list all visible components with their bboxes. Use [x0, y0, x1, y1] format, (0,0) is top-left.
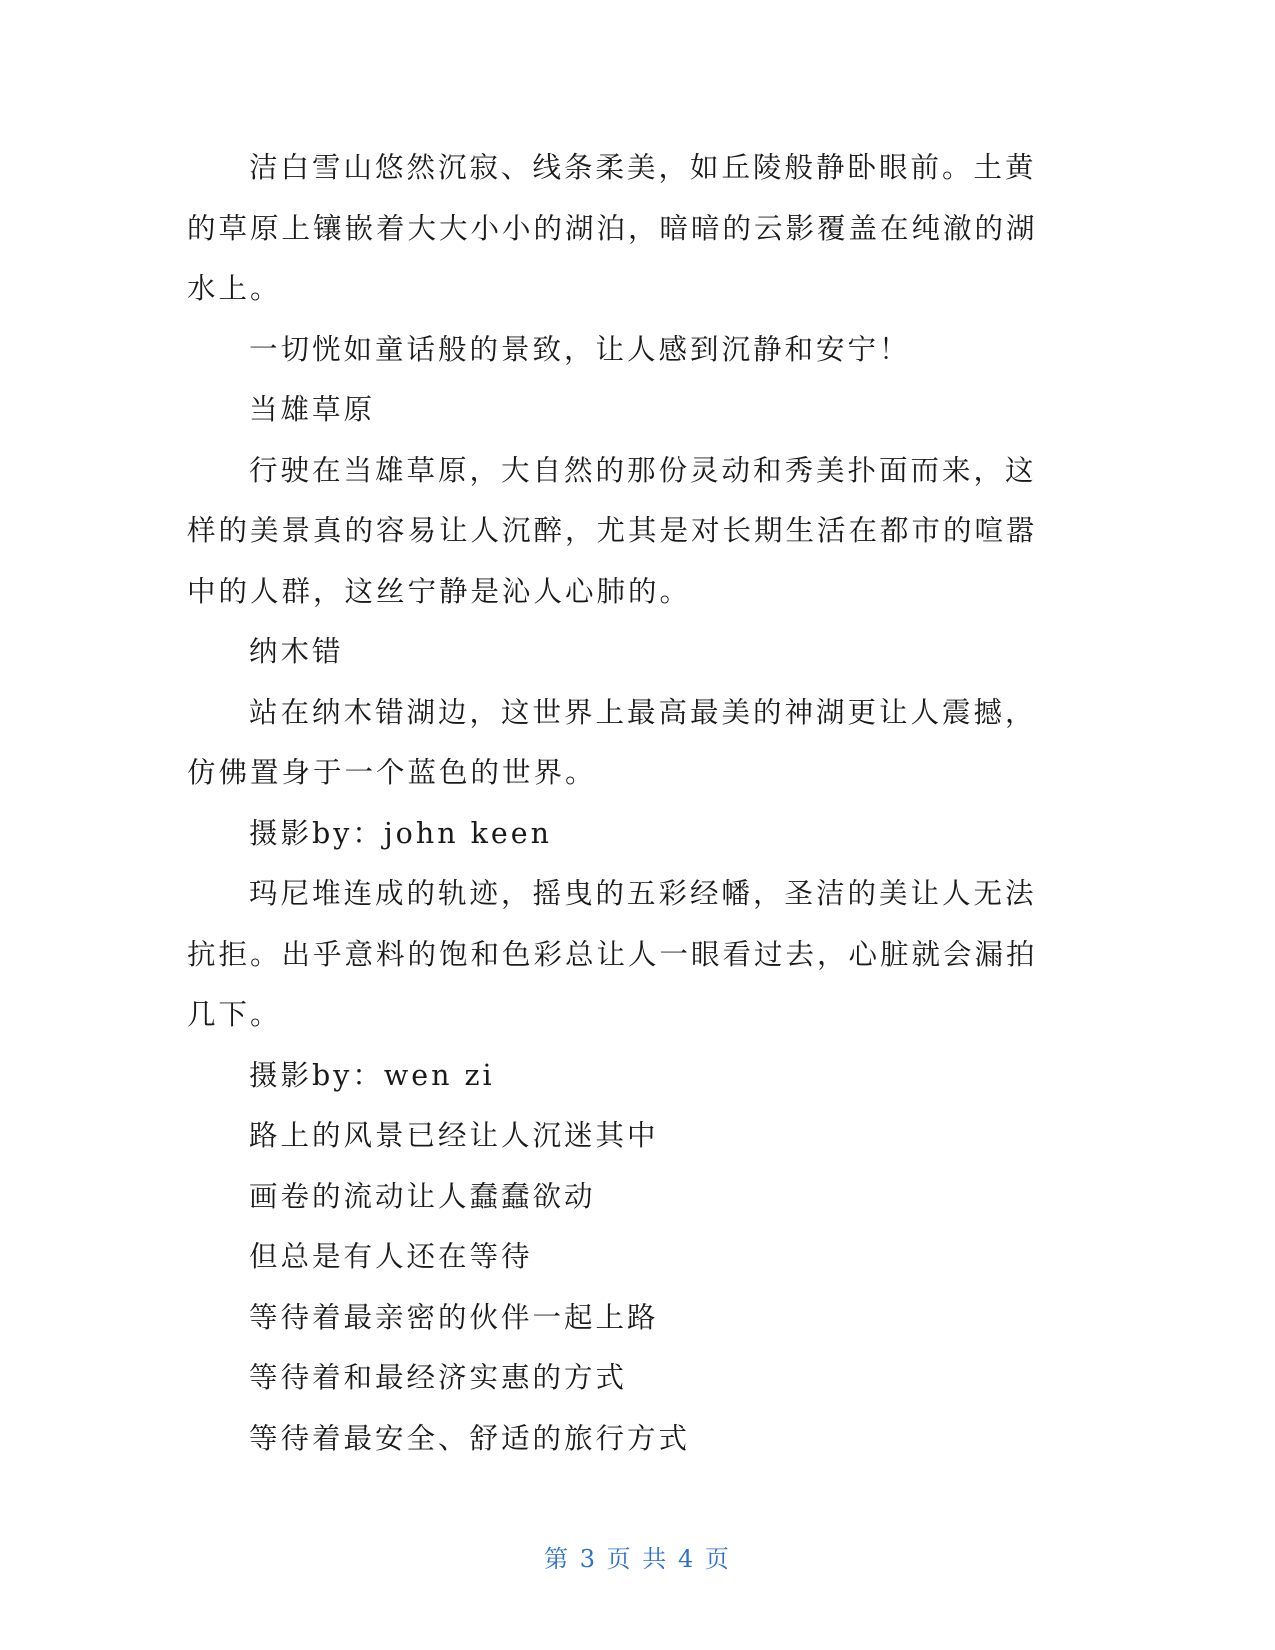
- line-economical: 等待着和最经济实惠的方式: [249, 1361, 628, 1394]
- line-waiting: 但总是有人还在等待: [249, 1240, 533, 1273]
- photo-credit-john-keen: 摄影by：john keen: [249, 816, 552, 850]
- paragraph-namtso: 站在纳木错湖边，这世界上最高最美的神湖更让人震撼，仿佛置身于一个蓝色的世界。: [187, 695, 1037, 789]
- line-companion: 等待着最亲密的伙伴一起上路: [249, 1300, 659, 1334]
- photo-credit-wen-zi: 摄影by：wen zi: [249, 1058, 495, 1092]
- line-scroll: 画卷的流动让人蠢蠢欲动: [249, 1179, 596, 1213]
- document-body: [187, 138, 1067, 1469]
- paragraph-fairytale: 一切恍如童话般的景致，让人感到沉静和安宁！: [249, 332, 911, 366]
- heading-dangxiong: 当雄草原: [249, 393, 376, 426]
- heading-namtso: 纳木错: [249, 635, 344, 668]
- paragraph-mani-stones: 玛尼堆连成的轨迹，摇曳的五彩经幡，圣洁的美让人无法抗拒。出乎意料的饱和色彩总让人一眼看过去，心脏就会漏拍几下。: [187, 877, 1038, 1031]
- line-scenery: 路上的风景已经让人沉迷其中: [249, 1119, 659, 1152]
- paragraph-dangxiong: 行驶在当雄草原，大自然的那份灵动和秀美扑面而来，这样的美景真的容易让人沉醉，尤其是对长期生活在都市的喧嚣中的人群，这丝宁静是沁人心肺的。: [187, 453, 1038, 608]
- page-number-footer: 第 3 页 共 4 页: [544, 1545, 731, 1573]
- line-safe-travel: 等待着最安全、舒适的旅行方式: [249, 1421, 691, 1455]
- paragraph-snow-mountain: 洁白雪山悠然沉寂、线条柔美，如丘陵般静卧眼前。土黄的草原上镶嵌着大大小小的湖泊，暗暗的云影覆盖在纯澈的湖水上。: [187, 151, 1038, 305]
